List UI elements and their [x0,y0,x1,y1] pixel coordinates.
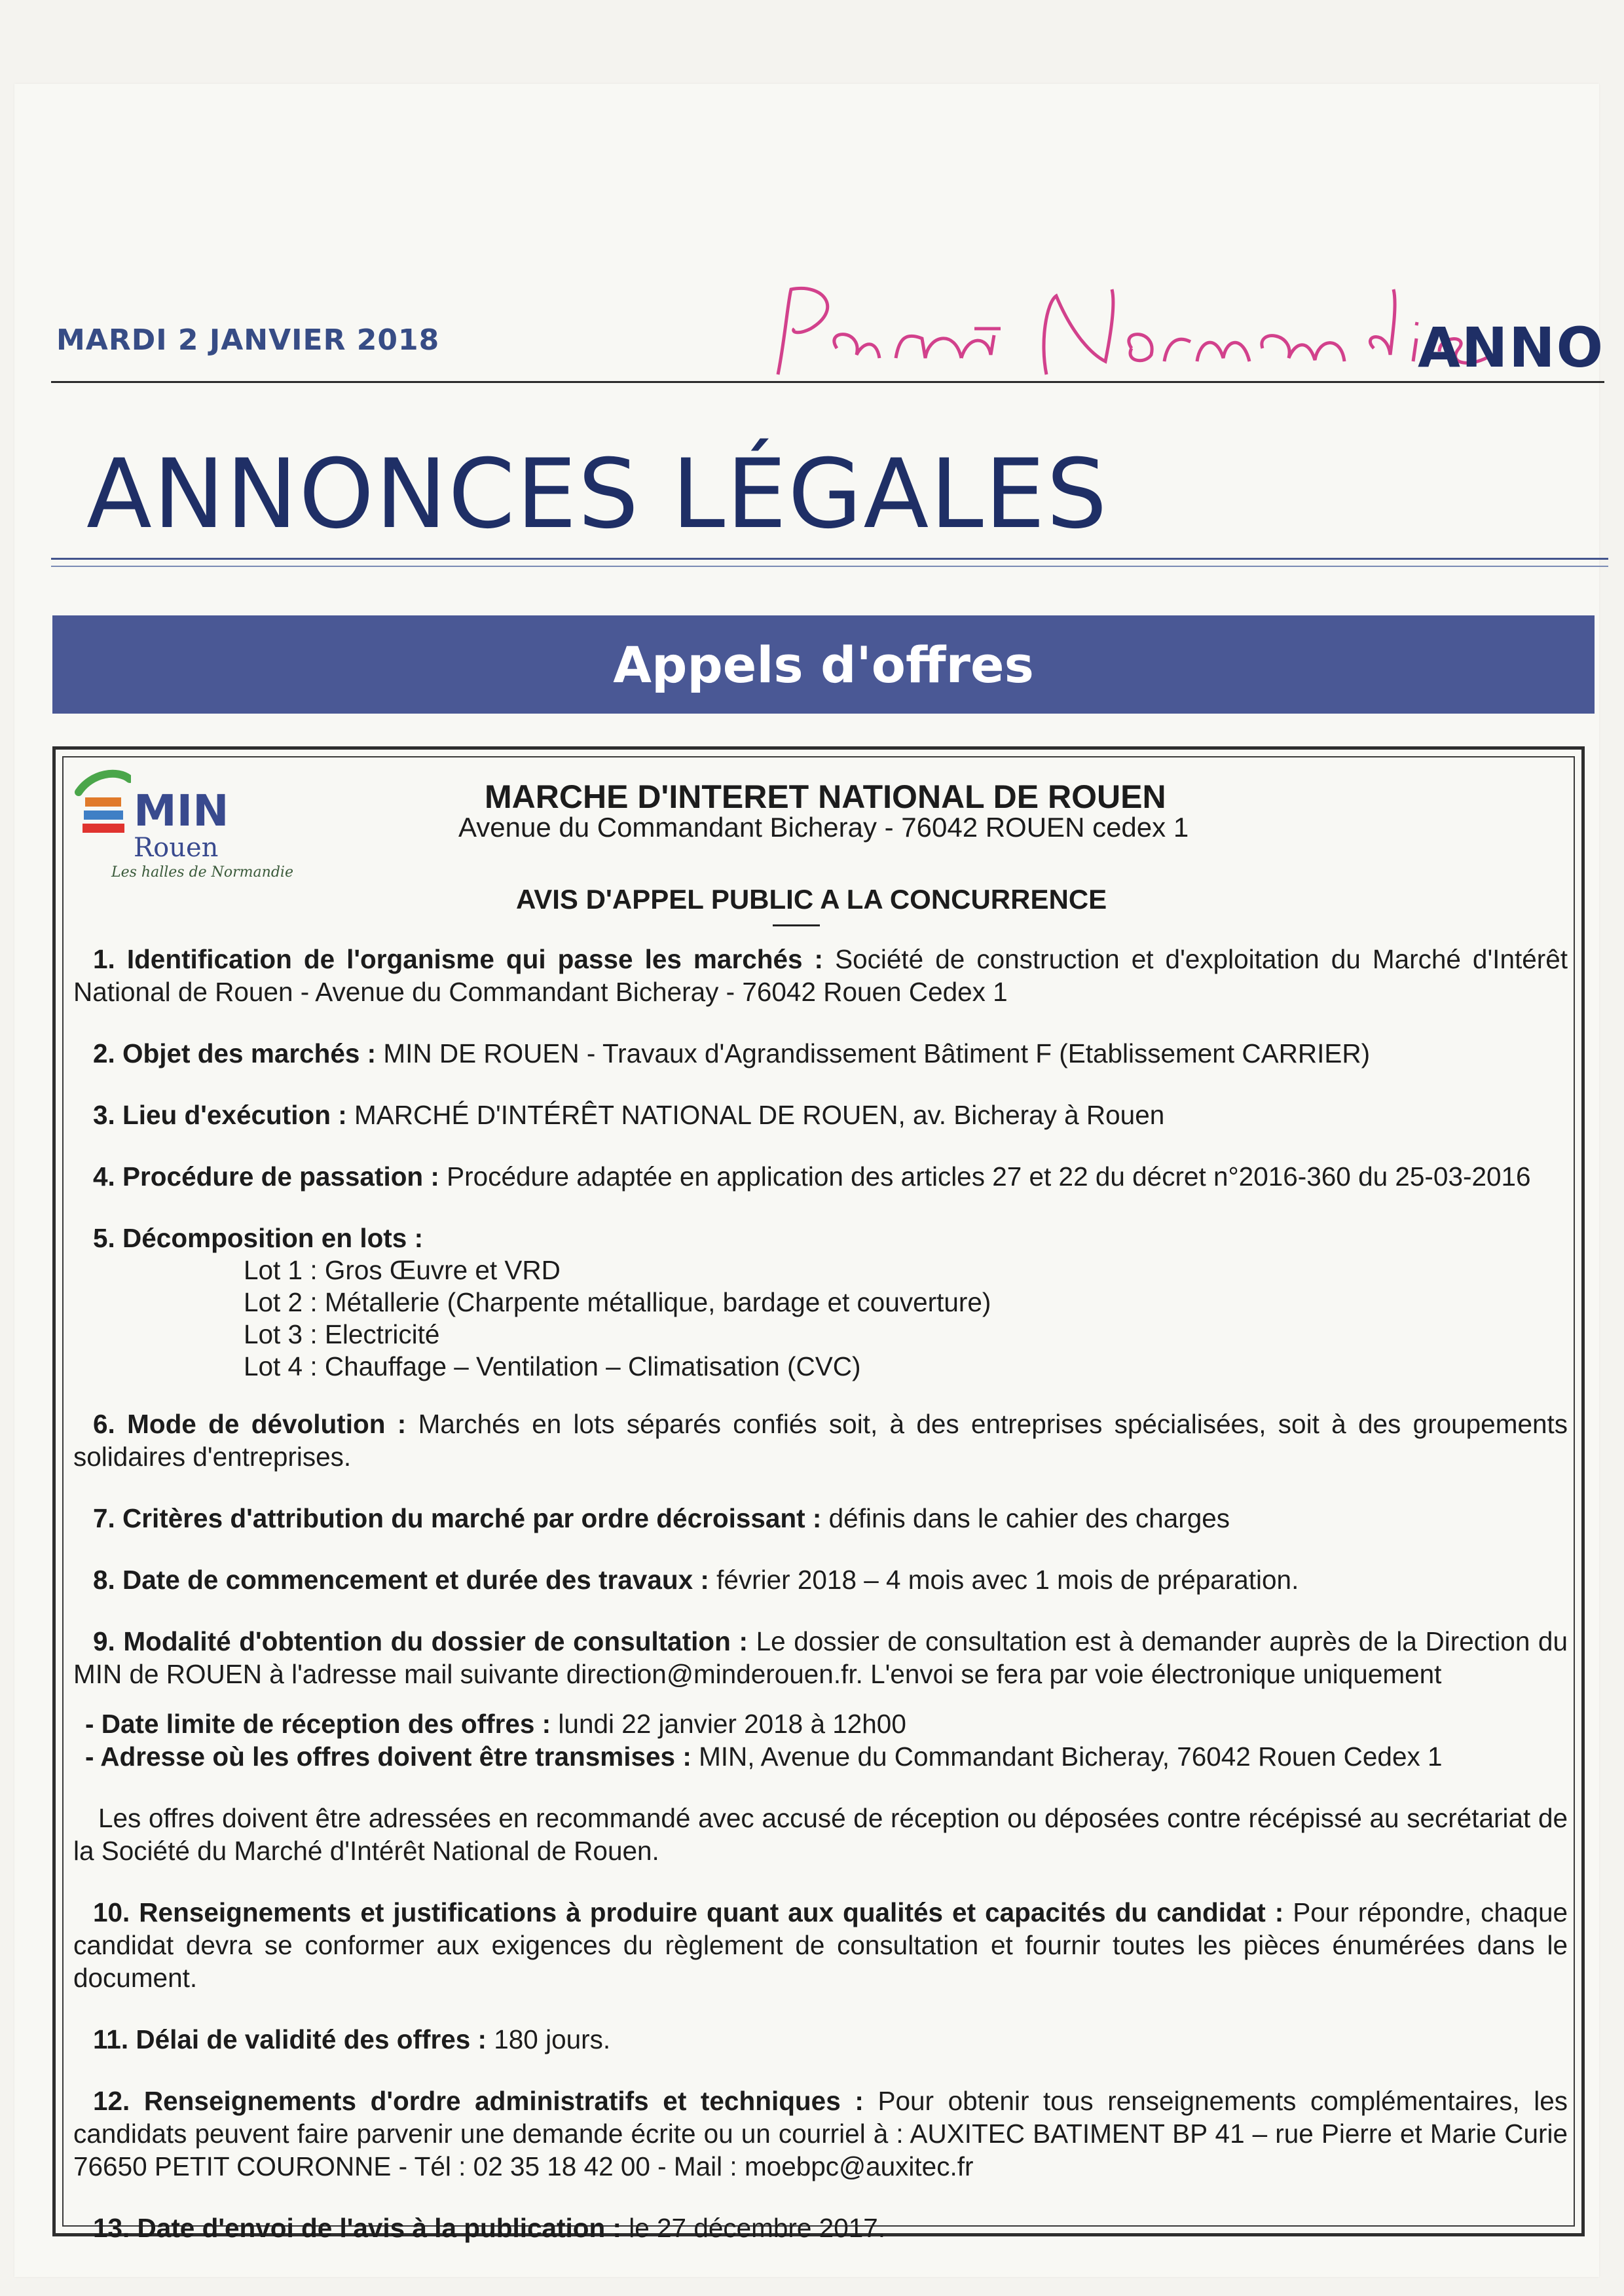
item-criteria: 7. Critères d'attribution du marché par ordre décroissant : définis dans le cahier des charges [93,1503,1230,1533]
lot-item: Lot 2 : Métallerie (Charpente métallique, bardage et couverture) [244,1287,991,1317]
lot-item: Lot 1 : Gros Œuvre et VRD [244,1255,561,1285]
logo-min-text: MIN [134,786,229,836]
logo-arc-icon [72,766,131,851]
organization-name: MARCHE D'INTERET NATIONAL DE ROUEN [485,778,1166,815]
delivery-paragraph: Les offres doivent être adressées en recommandé avec accusé de réception ou déposées contre récépissé au secrétariat de la Société du Marché d'Intérêt National de Rouen. [73,1803,1568,1866]
item-location: 3. Lieu d'exécution : MARCHÉ D'INTÉRÊT NATIONAL DE ROUEN, av. Bicheray à Rouen [93,1100,1165,1130]
item-justifications: 10. Renseignements et justifications à produire quant aux qualités et capacités du candidat : Pour répondre, chaque candidat devra se conformer aux exigences du règlement de consultation et fournir toutes les pièces énumérées dans le document. [73,1897,1568,1993]
handwritten-note [765,276,1518,388]
title-rule-thin [51,566,1608,567]
item-contact-info: 12. Renseignements d'ordre administratifs et techniques : Pour obtenir tous renseignements complémentaires, les candidats peuvent faire parvenir une demande écrite ou un courriel à : AUXITEC BATIMENT BP 41 – rue Pierre et Marie Curie 76650 PETIT COURONNE - Tél : 02 35 18 42 00 - Mail : moebpc@auxitec.fr [73,2086,1568,2181]
item-consultation-file: 9. Modalité d'obtention du dossier de consultation : Le dossier de consultation est à demander auprès de la Direction du MIN de ROUEN à l'adresse mail suivante direction@minderouen.fr. L'envoi se fera par voie électronique uniquement [73,1626,1568,1689]
item-start-date: 8. Date de commencement et durée des travaux : février 2018 – 4 mois avec 1 mois de préparation. [93,1565,1299,1595]
item-object: 2. Objet des marchés : MIN DE ROUEN - Travaux d'Agrandissement Bâtiment F (Etablissement CARRIER) [93,1038,1371,1068]
lot-list [224,1254,1568,1383]
item-lots: 5. Décomposition en lots : Lot 1 : Gros Œuvre et VRD Lot 2 : Métallerie (Charpente métallique, bardage et couverture) Lot 3 : Electricité Lot 4 : Chauffage – Ventilation – Climatisation (CVC) [73,1222,1568,1383]
notice-body [73,943,1568,2273]
lot-item: Lot 3 : Electricité [244,1319,440,1349]
item-validity: 11. Délai de validité des offres : 180 jours. [93,2024,611,2054]
page-title: ANNONCES LÉGALES [86,439,1109,550]
deadline-line: - Date limite de réception des offres : lundi 22 janvier 2018 à 12h00 [85,1709,906,1739]
logo-tagline: Les halles de Normandie [111,864,293,881]
organization-address: Avenue du Commandant Bicheray - 76042 ROUEN cedex 1 [458,812,1189,843]
section-label: ANNO [1417,316,1604,380]
item-devolution: 6. Mode de dévolution : Marchés en lots séparés confiés soit, à des entreprises spécialisées, soit à des groupements solidaires d'entreprises. [73,1409,1568,1472]
section-banner: Appels d'offres [52,615,1595,714]
logo-rouen-text: Rouen [134,833,219,863]
title-rule [51,558,1608,560]
heading-underline [773,924,820,926]
page-header [51,316,1604,383]
item-procedure: 4. Procédure de passation : Procédure adaptée en application des articles 27 et 22 du décret n°2016-360 du 25-03-2016 [93,1161,1531,1192]
item-publication-date: 13. Date d'envoi de l'avis à la publication : le 27 décembre 2017. [93,2213,886,2243]
lot-item: Lot 4 : Chauffage – Ventilation – Climatisation (CVC) [244,1351,861,1381]
notice-heading: AVIS D'APPEL PUBLIC A LA CONCURRENCE [516,884,1107,915]
min-rouen-logo [72,766,293,884]
item-identification: 1. Identification de l'organisme qui passe les marchés : Société de construction et d'exploitation du Marché d'Intérêt National de Rouen - Avenue du Commandant Bicheray - 76042 Rouen Cedex 1 [73,944,1568,1007]
submission-address-line: - Adresse où les offres doivent être transmises : MIN, Avenue du Commandant Bicheray, 76042 Rouen Cedex 1 [85,1741,1443,1772]
issue-date: MARDI 2 JANVIER 2018 [56,323,440,357]
